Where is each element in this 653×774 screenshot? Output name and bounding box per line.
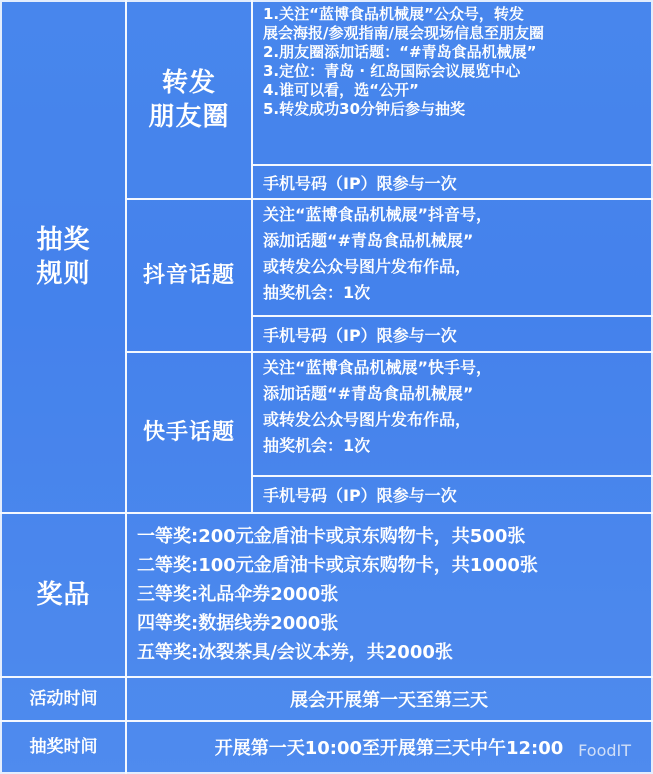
prizes-label: 奖品 <box>36 580 91 610</box>
watermark: FoodIT <box>578 741 631 760</box>
wechat-label-line2: 朋友圈 <box>148 102 230 132</box>
draw-rules-label-line2: 规则 <box>36 259 91 289</box>
draw-rules-label-cell <box>0 0 127 514</box>
wechat-step-line: 5.转发成功30分钟后参与抽奖 <box>263 100 466 118</box>
activity-time-label-cell <box>0 676 127 722</box>
wechat-step-line: 2.朋友圈添加话题：“#青岛食品机械展” <box>263 43 537 61</box>
draw-time-label: 抽奖时间 <box>29 737 98 757</box>
douyin-limit-text: 手机号码（IP）限参与一次 <box>263 325 457 345</box>
wechat-step-line: 4.谁可以看，选“公开” <box>263 81 419 99</box>
douyin-steps-cell <box>251 198 653 317</box>
wechat-step-line: 3.定位：青岛 · 红岛国际会议展览中心 <box>263 62 521 80</box>
kuaishou-step-line: 添加话题“#青岛食品机械展” <box>263 384 474 403</box>
kuaishou-limit-text: 手机号码（IP）限参与一次 <box>263 486 457 505</box>
draw-time-value-cell <box>125 720 653 774</box>
wechat-step-line: 1.关注“蓝博食品机械展”公众号，转发 <box>263 5 524 23</box>
kuaishou-step-line: 抽奖机会：1次 <box>263 436 371 455</box>
prize-item: 一等奖:200元金盾油卡或京东购物卡，共500张 <box>137 526 526 547</box>
douyin-label-cell <box>125 198 253 353</box>
kuaishou-step-line: 关注“蓝博食品机械展”快手号， <box>263 358 493 377</box>
activity-time-value: 展会开展第一天至第三天 <box>290 690 488 711</box>
draw-rules-label-line1: 抽奖 <box>36 225 91 255</box>
douyin-limit-cell <box>251 315 653 353</box>
wechat-limit-text: 手机号码（IP）限参与一次 <box>263 173 457 193</box>
douyin-label: 抖音话题 <box>142 262 235 288</box>
wechat-label-cell <box>125 0 253 200</box>
douyin-step-line: 抽奖机会：1次 <box>263 283 371 302</box>
prizes-list-cell <box>125 512 653 678</box>
wechat-label-line1: 转发 <box>161 68 216 98</box>
douyin-step-line: 关注“蓝博食品机械展”抖音号， <box>263 205 493 224</box>
kuaishou-steps-cell <box>251 351 653 477</box>
prize-item: 五等奖:冰裂茶具/会议本券，共2000张 <box>137 642 453 663</box>
kuaishou-label: 快手话题 <box>142 419 235 445</box>
draw-time-value: 开展第一天10:00至开展第三天中午12:00 <box>214 738 564 759</box>
wechat-step-line: 展会海报/参观指南/展会现场信息至朋友圈 <box>263 24 544 42</box>
kuaishou-step-line: 或转发公众号图片发布作品， <box>263 410 472 429</box>
prizes-label-cell <box>0 512 127 678</box>
douyin-step-line: 或转发公众号图片发布作品， <box>263 257 472 276</box>
prize-item: 四等奖:数据线券2000张 <box>137 613 339 634</box>
kuaishou-limit-cell <box>251 475 653 514</box>
wechat-steps-cell <box>251 0 653 166</box>
kuaishou-label-cell <box>125 351 253 514</box>
douyin-step-line: 添加话题“#青岛食品机械展” <box>263 231 474 250</box>
activity-time-label: 活动时间 <box>29 689 98 709</box>
prize-item: 二等奖:100元金盾油卡或京东购物卡，共1000张 <box>137 555 538 576</box>
prize-item: 三等奖:礼品伞券2000张 <box>137 584 339 605</box>
draw-time-label-cell <box>0 720 127 774</box>
wechat-limit-cell <box>251 164 653 200</box>
activity-time-value-cell <box>125 676 653 722</box>
